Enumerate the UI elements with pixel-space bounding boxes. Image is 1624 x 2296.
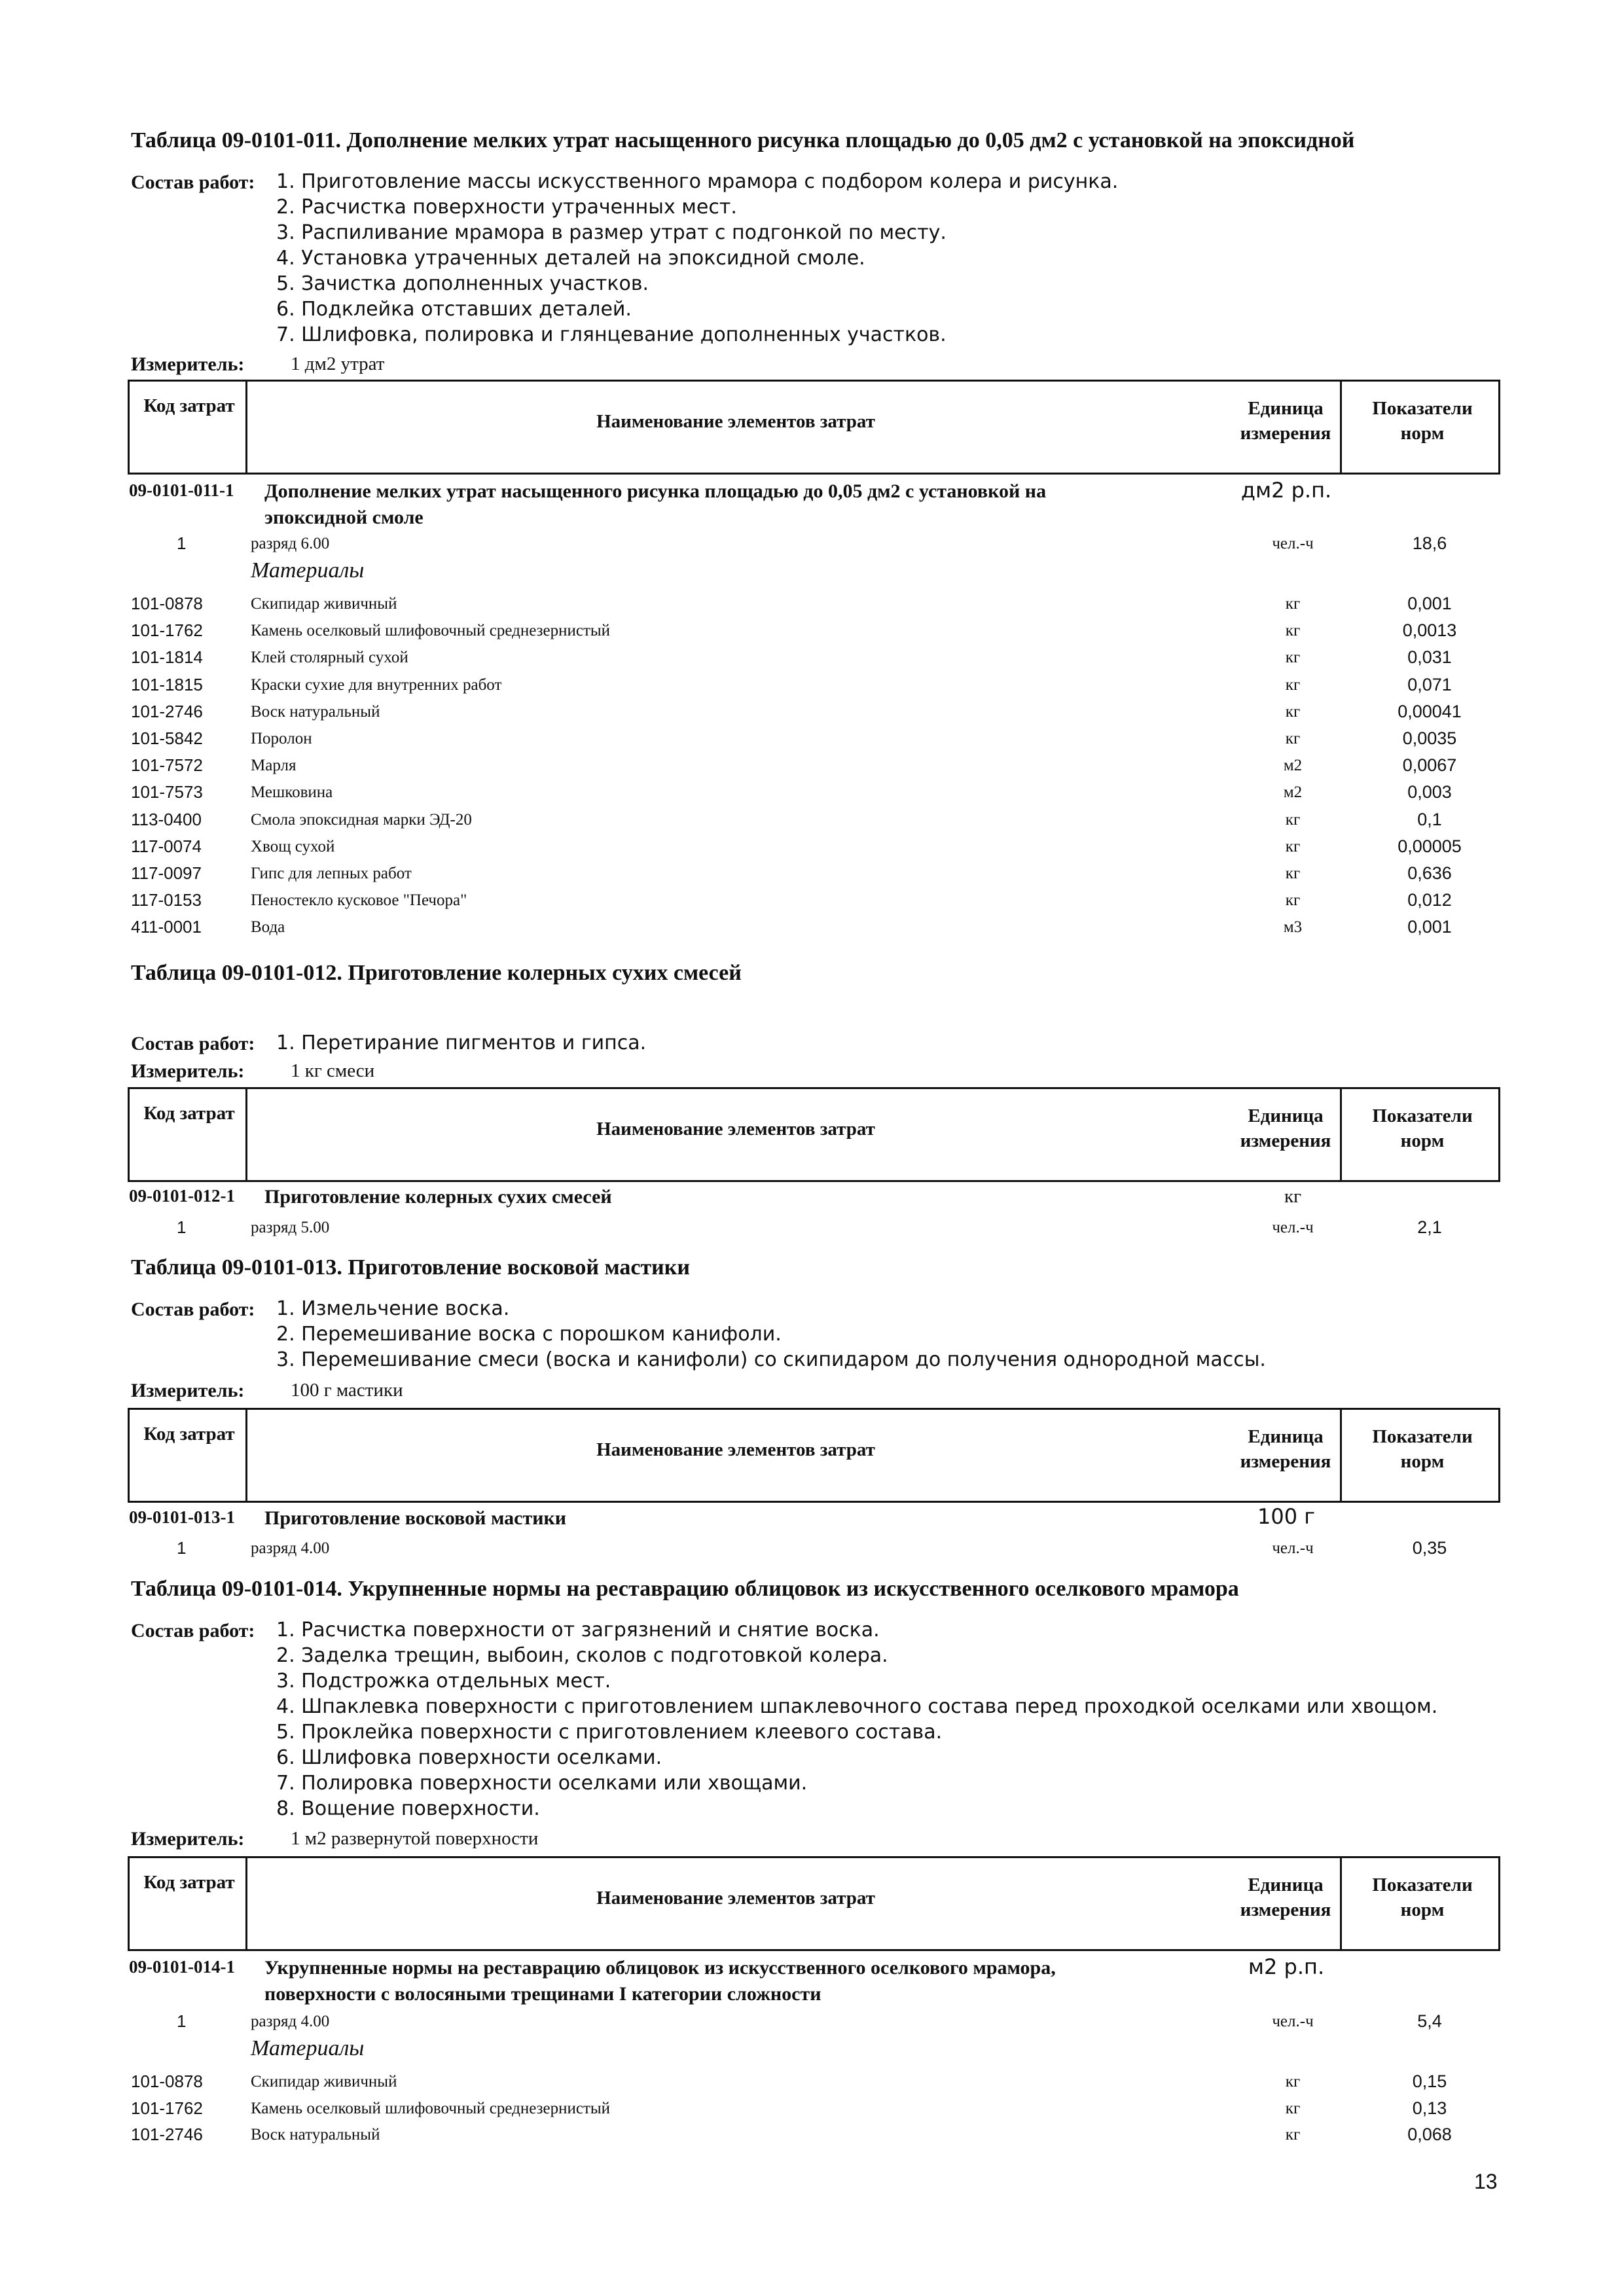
material-value: 0,068: [1407, 2125, 1452, 2144]
labor-value: 18,6: [1412, 533, 1447, 553]
meter-label: Измеритель:: [131, 353, 245, 375]
labor-name: разряд 5.00: [251, 1219, 330, 1236]
header-unit: Единица: [1248, 398, 1324, 419]
labor-code: 1: [177, 2011, 187, 2031]
item-unit: дм2 р.п.: [1240, 478, 1332, 503]
material-name: Хвощ сухой: [251, 837, 335, 855]
table-title-013: Таблица 09-0101-013. Приготовление восковой мастики: [131, 1255, 690, 1280]
meter-label: Измеритель:: [131, 1828, 245, 1850]
material-code: 101-0878: [131, 594, 203, 613]
labor-code: 1: [177, 533, 187, 553]
material-unit: кг: [1285, 865, 1301, 882]
material-value: 0,0013: [1402, 620, 1457, 641]
header-code: Код затрат: [143, 1103, 235, 1124]
table-header: [128, 1856, 1500, 1951]
table-title-014: Таблица 09-0101-014. Укрупненные нормы на реставрацию облицовок из искусственного оселкового мрамора: [131, 1577, 1239, 1601]
material-name: Вода: [251, 918, 285, 937]
material-code: 101-7573: [131, 782, 203, 802]
material-unit: м2: [1283, 783, 1303, 802]
work-step: 2. Перемешивание воска с порошком канифоли.: [276, 1323, 782, 1346]
material-value: 0,13: [1412, 2098, 1447, 2118]
work-step: 6. Подклейка отставших деталей.: [276, 298, 632, 321]
meter-label: Измеритель:: [131, 1380, 245, 1401]
material-code: 117-0074: [131, 836, 202, 856]
work-step: 1. Приготовление массы искусственного мрамора с подбором колера и рисунка.: [276, 170, 1119, 193]
item-code: 09-0101-011-1: [129, 480, 234, 500]
labor-name: разряд 4.00: [251, 1539, 330, 1557]
material-unit: м2: [1283, 757, 1303, 775]
material-unit: кг: [1285, 675, 1301, 694]
header-norm: Показатели: [1372, 1426, 1473, 1447]
material-name: Скипидар живичный: [251, 595, 397, 613]
header-norm: Показатели: [1372, 398, 1473, 419]
header-unit: Единица: [1248, 1874, 1324, 1895]
header-norm: норм: [1400, 1130, 1445, 1151]
header-norm: Показатели: [1372, 1874, 1473, 1895]
item-name: эпоксидной смоле: [264, 507, 424, 528]
item-name: Дополнение мелких утрат насыщенного рисунка площадью до 0,05 дм2 с установкой на: [264, 480, 1047, 502]
labor-code: 1: [177, 1217, 187, 1237]
header-code: Код затрат: [143, 1872, 235, 1893]
table-header: [128, 1087, 1500, 1182]
material-name: Воск натуральный: [251, 2126, 380, 2144]
material-value: 0,071: [1407, 674, 1452, 694]
header-name: Наименование элементов затрат: [596, 1119, 875, 1139]
item-name: Укрупненные нормы на реставрацию облицовок из искусственного оселкового мрамора,: [264, 1957, 1056, 1979]
material-value: 0,003: [1407, 782, 1452, 802]
header-unit: Единица: [1248, 1105, 1324, 1126]
material-value: 0,0067: [1402, 755, 1457, 776]
material-name: Клей столярный сухой: [251, 649, 408, 667]
header-unit: измерения: [1240, 1899, 1331, 1920]
material-value: 0,001: [1407, 594, 1452, 613]
work-step: 8. Вощение поверхности.: [276, 1797, 540, 1820]
labor-value: 0,35: [1412, 1538, 1447, 1558]
meter-value: 100 г мастики: [291, 1380, 403, 1401]
composition-label: Состав работ:: [131, 171, 255, 193]
work-step: 2. Заделка трещин, выбоин, сколов с подготовкой колера.: [276, 1644, 888, 1667]
work-step: 5. Зачистка дополненных участков.: [276, 272, 649, 295]
material-name: Смола эпоксидная марки ЭД-20: [251, 810, 472, 829]
material-unit: кг: [1285, 595, 1301, 613]
work-step: 1. Перетирание пигментов и гипса.: [276, 1031, 647, 1054]
header-norm: норм: [1400, 423, 1445, 444]
meter-label: Измеритель:: [131, 1060, 245, 1082]
work-step: 3. Распиливание мрамора в размер утрат с подгонкой по месту.: [276, 221, 947, 244]
header-norm: норм: [1400, 1899, 1445, 1920]
labor-unit: чел.-ч: [1272, 1539, 1314, 1557]
item-code: 09-0101-013-1: [129, 1507, 235, 1527]
material-code: 101-1762: [131, 620, 203, 641]
material-value: 0,00005: [1398, 836, 1462, 856]
material-unit: м3: [1283, 918, 1303, 937]
material-value: 0,00041: [1398, 701, 1462, 721]
material-unit: кг: [1285, 2126, 1301, 2144]
header-norm: Показатели: [1372, 1105, 1473, 1126]
material-value: 0,012: [1407, 890, 1452, 910]
item-unit: м2 р.п.: [1248, 1954, 1325, 1979]
materials-label: Материалы: [251, 558, 365, 583]
header-unit: Единица: [1248, 1426, 1324, 1447]
material-unit: кг: [1285, 810, 1301, 829]
material-name: Краски сухие для внутренних работ: [251, 675, 502, 694]
table-title-012: Таблица 09-0101-012. Приготовление колерных сухих смесей: [131, 961, 742, 985]
work-step: 6. Шлифовка поверхности оселками.: [276, 1746, 662, 1769]
material-name: Камень оселковый шлифовочный среднезернистый: [251, 2099, 611, 2117]
header-norm: норм: [1400, 1451, 1445, 1472]
material-code: 113-0400: [131, 809, 202, 829]
composition-label: Состав работ:: [131, 1620, 255, 1641]
item-name: Приготовление восковой мастики: [264, 1507, 567, 1529]
header-unit: измерения: [1240, 1130, 1331, 1151]
meter-value: 1 дм2 утрат: [291, 353, 385, 374]
material-name: Гипс для лепных работ: [251, 865, 412, 882]
material-code: 101-1815: [131, 674, 203, 694]
material-name: Камень оселковый шлифовочный среднезернистый: [251, 622, 611, 640]
work-step: 1. Измельчение воска.: [276, 1297, 510, 1320]
header-code: Код затрат: [143, 395, 235, 416]
material-name: Мешковина: [251, 783, 333, 802]
work-step: 3. Подстрожка отдельных мест.: [276, 1670, 611, 1693]
item-code: 09-0101-012-1: [129, 1186, 235, 1206]
item-code: 09-0101-014-1: [129, 1957, 235, 1977]
header-name: Наименование элементов затрат: [596, 1888, 875, 1909]
material-code: 101-2746: [131, 2125, 203, 2144]
material-code: 101-2746: [131, 701, 203, 721]
table-header: [128, 380, 1500, 475]
material-unit: кг: [1285, 730, 1301, 747]
material-name: Марля: [251, 757, 297, 775]
material-code: 101-1814: [131, 647, 203, 668]
item-unit: 100 г: [1257, 1504, 1316, 1529]
labor-name: разряд 6.00: [251, 535, 330, 552]
material-value: 0,001: [1407, 917, 1452, 937]
item-name: Приготовление колерных сухих смесей: [264, 1186, 612, 1208]
material-unit: кг: [1285, 649, 1301, 667]
material-unit: кг: [1285, 622, 1301, 640]
material-unit: кг: [1285, 837, 1301, 855]
labor-value: 5,4: [1417, 2011, 1442, 2031]
composition-label: Состав работ:: [131, 1033, 255, 1054]
materials-label: Материалы: [251, 2036, 365, 2060]
work-step: 2. Расчистка поверхности утраченных мест.: [276, 196, 737, 219]
table-title-011: Таблица 09-0101-011. Дополнение мелких утрат насыщенного рисунка площадью до 0,05 дм2 с установкой на эпоксидной: [131, 128, 1355, 152]
work-step: 1. Расчистка поверхности от загрязнений и снятие воска.: [276, 1619, 880, 1641]
header-name: Наименование элементов затрат: [596, 411, 875, 432]
meter-value: 1 кг смеси: [291, 1060, 375, 1081]
material-value: 0,0035: [1402, 728, 1457, 748]
meter-value: 1 м2 развернутой поверхности: [291, 1828, 539, 1849]
material-code: 117-0153: [131, 890, 202, 910]
labor-unit: чел.-ч: [1272, 535, 1314, 552]
work-step: 4. Шпаклевка поверхности с приготовлением шпаклевочного состава перед проходкой оселками или хвощом.: [276, 1695, 1438, 1718]
material-value: 0,1: [1417, 809, 1442, 829]
material-name: Поролон: [251, 730, 312, 747]
material-name: Пеностекло кусковое "Печора": [251, 891, 467, 910]
material-code: 101-1762: [131, 2098, 203, 2118]
item-name: поверхности с волосяными трещинами I категории сложности: [264, 1983, 821, 2005]
labor-unit: чел.-ч: [1272, 2013, 1314, 2030]
material-name: Воск натуральный: [251, 702, 380, 721]
material-code: 117-0097: [131, 863, 202, 883]
material-unit: кг: [1285, 2099, 1301, 2117]
material-code: 101-7572: [131, 755, 203, 776]
page-number: 13: [1474, 2170, 1498, 2193]
table-header: [128, 1408, 1500, 1503]
work-step: 5. Проклейка поверхности с приготовлением клеевого состава.: [276, 1721, 943, 1744]
material-code: 101-0878: [131, 2072, 203, 2091]
material-code: 101-5842: [131, 728, 203, 748]
composition-label: Состав работ:: [131, 1299, 255, 1320]
material-value: 0,15: [1412, 2072, 1447, 2091]
material-unit: кг: [1285, 2073, 1301, 2090]
header-name: Наименование элементов затрат: [596, 1439, 875, 1460]
material-name: Скипидар живичный: [251, 2073, 397, 2090]
labor-value: 2,1: [1417, 1217, 1442, 1237]
labor-unit: чел.-ч: [1272, 1219, 1314, 1236]
material-value: 0,636: [1407, 863, 1452, 883]
material-value: 0,031: [1407, 647, 1452, 668]
labor-name: разряд 4.00: [251, 2013, 330, 2030]
material-unit: кг: [1285, 891, 1301, 910]
material-code: 411-0001: [131, 917, 202, 937]
header-unit: измерения: [1240, 423, 1331, 444]
work-step: 3. Перемешивание смеси (воска и канифоли) со скипидаром до получения однородной массы.: [276, 1348, 1266, 1371]
header-unit: измерения: [1240, 1451, 1331, 1472]
labor-code: 1: [177, 1538, 187, 1558]
work-step: 7. Полировка поверхности оселками или хвощами.: [276, 1772, 808, 1795]
work-step: 4. Установка утраченных деталей на эпоксидной смоле.: [276, 247, 865, 270]
header-code: Код затрат: [143, 1424, 235, 1444]
item-unit: кг: [1284, 1186, 1301, 1207]
material-unit: кг: [1285, 702, 1301, 721]
work-step: 7. Шлифовка, полировка и глянцевание дополненных участков.: [276, 323, 947, 346]
